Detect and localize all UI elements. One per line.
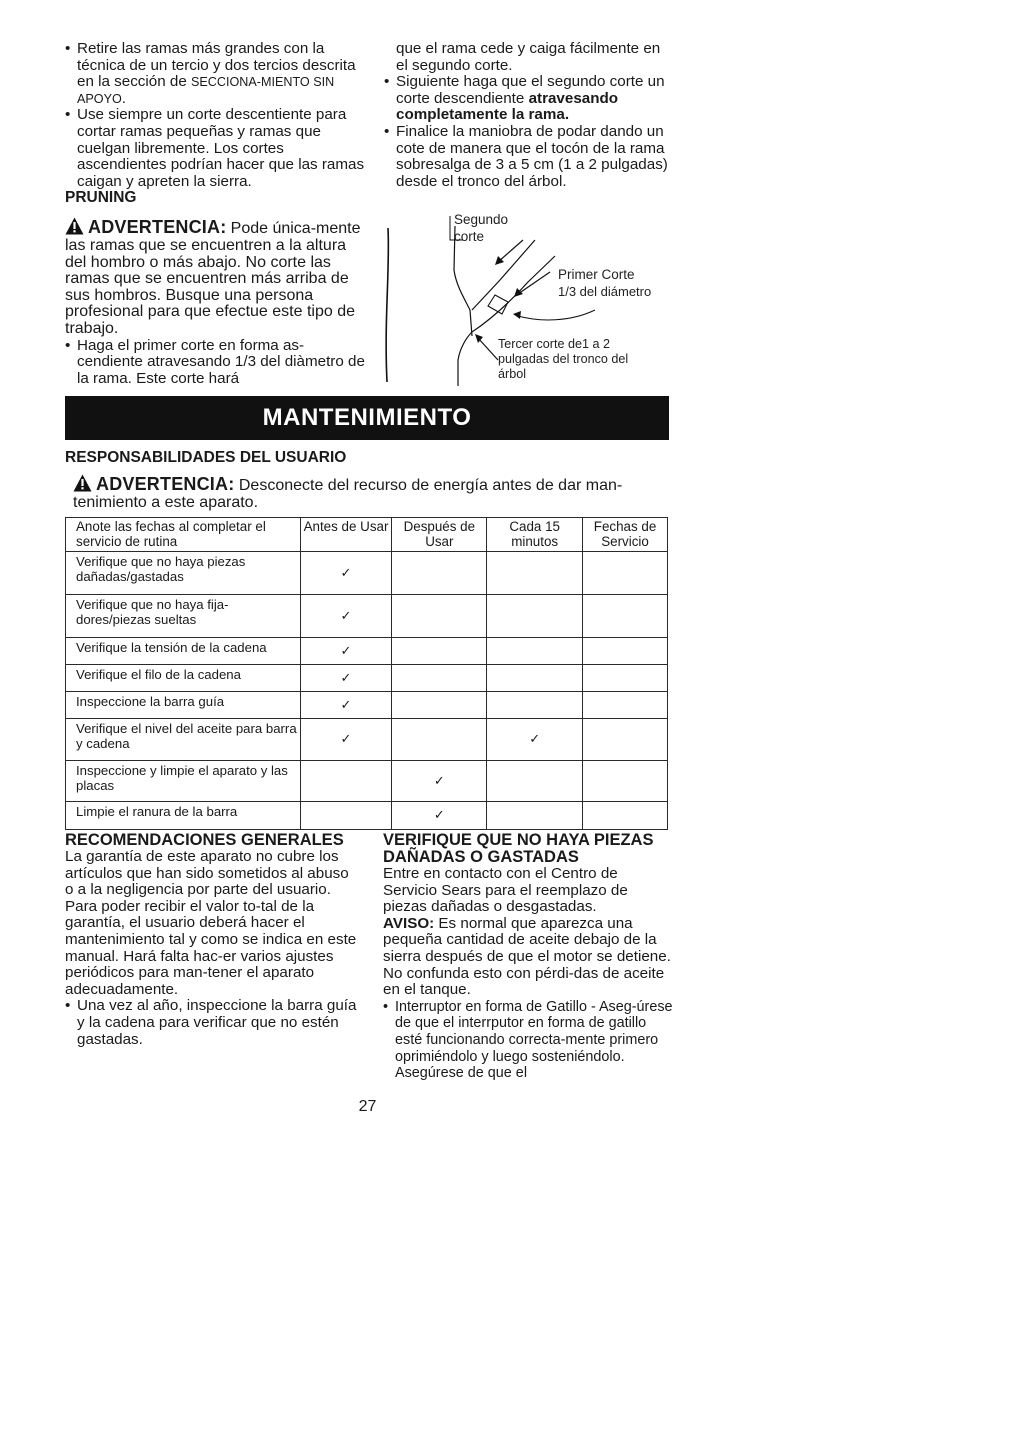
header-despues: Después de Usar	[392, 518, 487, 552]
header-antes: Antes de Usar	[300, 518, 392, 552]
primer-corte-leader-head	[513, 311, 521, 319]
table-header-row	[66, 518, 668, 552]
aviso-label: AVISO:	[383, 914, 435, 932]
label-tercer-2: pulgadas del tronco del	[498, 352, 629, 366]
header-task: Anote las fechas al completar el servicio de rutina	[66, 518, 301, 552]
bullet-inspect-bar: • Una vez al año, inspeccione la barra guía y la cadena para verificar que no estén gastadas.	[65, 998, 360, 1048]
tree-trunk-line	[386, 228, 388, 382]
bullet-first-cut: • Haga el primer corte en forma as-cendiente atravesando 1/3 del diàmetro de la rama. Este corte hará	[65, 338, 365, 388]
branch-outline-lower	[458, 332, 472, 386]
table-row	[66, 761, 668, 802]
row-task: Inspeccione la barra guía	[66, 692, 301, 719]
row-task: Verifique que no haya fija-dores/piezas sueltas	[66, 595, 301, 638]
aviso-paragraph	[383, 916, 673, 999]
row-task: Verifique que no haya piezas dañadas/gastadas	[66, 552, 301, 595]
pruning-heading: PRUNING	[65, 189, 137, 207]
bullet-trigger-switch: • Interruptor en forma de Gatillo - Aseg-úrese de que el interrputor en forma de gatillo esté funcionando correcta-mente primero oprimiéndolo y luego sosteniéndolo. Asegúrese de que el	[383, 999, 673, 1082]
check-antes: ✓	[300, 665, 392, 692]
responsabilidades-heading: RESPONSABILIDADES DEL USUARIO	[65, 449, 347, 466]
table-row	[66, 595, 668, 638]
header-fechas: Fechas de Servicio	[583, 518, 668, 552]
row-task: Verifique el filo de la cadena	[66, 665, 301, 692]
check-antes: ✓	[300, 638, 392, 665]
check-antes: ✓	[300, 552, 392, 595]
check-despues: ✓	[392, 802, 487, 830]
bullet-descending-cut: • Use siempre un corte descentiente para cortar ramas pequeñas y ramas que cuelgan libremente. Los cortes ascendientes podrían hacer que las ramas caigan y apreten la sierra.	[65, 107, 365, 190]
verifique-section	[383, 832, 673, 1082]
check-antes: ✓	[300, 595, 392, 638]
label-primer-diametro: 1/3 del diámetro	[558, 284, 652, 299]
maintenance-table	[65, 517, 668, 830]
table-row	[66, 802, 668, 830]
page-number: 27	[358, 1098, 377, 1115]
warning-triangle-icon	[73, 474, 92, 492]
check-cada15: ✓	[487, 719, 583, 761]
bullet-second-cut: • Siguiente haga que el segundo corte un corte descendiente atravesando completamente la rama.	[384, 74, 670, 124]
responsabilidades-warning	[73, 474, 673, 511]
recomendaciones-heading: RECOMENDACIONES GENERALES	[65, 831, 344, 849]
bullet-remove-large-branches: • Retire las ramas más grandes con la técnica de un tercio y dos tercios descrita en la sección de SECCIONA-MIENTO SIN APOYO.	[65, 41, 365, 107]
check-despues: ✓	[392, 761, 487, 802]
left-column-top	[65, 41, 365, 387]
table-row	[66, 638, 668, 665]
label-segundo: Segundo	[454, 212, 509, 227]
recomendaciones-text: La garantía de este aparato no cubre los artículos que han sido sometidos al abuso o a la negligencia por parte del usuario. Para poder recibir el valor to-tal de la garantía, el usuario deberá hacer el mantenimiento tal y como se indica en este manual. Hará falta hac-er varios ajustes periódicos para man-tener el aparato adecuadamente.	[65, 848, 357, 998]
warning-text: Desconecte del recurso de energía antes de dar man-tenimiento a este aparato.	[73, 477, 623, 511]
pruning-diagram	[380, 210, 680, 390]
warning-triangle-icon	[65, 217, 84, 235]
row-task: Inspeccione y limpie el aparato y las placas	[66, 761, 301, 802]
right-column-top	[384, 41, 670, 190]
label-tercer-1: Tercer corte de1 a 2	[498, 337, 611, 351]
check-antes: ✓	[300, 719, 392, 761]
first-cut-mark	[488, 295, 508, 314]
table-row	[66, 552, 668, 595]
tercer-corte-arrow	[478, 338, 498, 360]
table-row	[66, 665, 668, 692]
warning-title: ADVERTENCIA:	[96, 474, 235, 494]
row-task: Limpie el ranura de la barra	[66, 802, 301, 830]
label-tercer-3: árbol	[498, 367, 527, 381]
mantenimiento-banner: MANTENIMIENTO	[65, 396, 669, 440]
recomendaciones-section	[65, 832, 360, 1048]
table-row	[66, 719, 668, 761]
primer-corte-leader	[518, 310, 595, 320]
aviso-text: Es normal que aparezca una pequeña cantidad de aceite debajo de la sierra después de que el motor se detiene. No confunda esto con pérdi-das de aceite en el tanque.	[383, 914, 671, 999]
verifique-text: Entre en contacto con el Centro de Servicio Sears para el reemplazo de piezas dañadas o desgastadas.	[383, 865, 628, 916]
warning-text: Pode única-mente las ramas que se encuentren a la altura del hombro o más abajo. No corte las ramas que se encuentren más arriba de sus hombros. Busque una persona profesional para que efectue este tipo de trabajo.	[65, 220, 361, 337]
check-antes: ✓	[300, 692, 392, 719]
pruning-warning	[65, 217, 365, 337]
table-row	[66, 692, 668, 719]
label-primer-corte: Primer Corte	[558, 267, 635, 282]
primer-corte-arrow	[518, 272, 550, 294]
branch-limb	[472, 240, 555, 332]
row-task: Verifique el nivel del aceite para barra y cadena	[66, 719, 301, 761]
header-cada15: Cada 15 minutos	[487, 518, 583, 552]
row-task: Verifique la tensión de la cadena	[66, 638, 301, 665]
continuation-text: que el rama cede y caiga fácilmente en el segundo corte.	[396, 40, 661, 74]
bullet-final-cut: • Finalice la maniobra de podar dando un cote de manera que el tocón de la rama sobresalga de 3 a 5 cm (1 a 2 pulgadas) desde el tronco del árbol.	[384, 124, 670, 190]
verifique-heading: VERIFIQUE QUE NO HAYA PIEZAS DAÑADAS O GASTADAS	[383, 831, 654, 866]
label-corte: corte	[454, 229, 485, 244]
warning-title: ADVERTENCIA:	[88, 217, 227, 238]
